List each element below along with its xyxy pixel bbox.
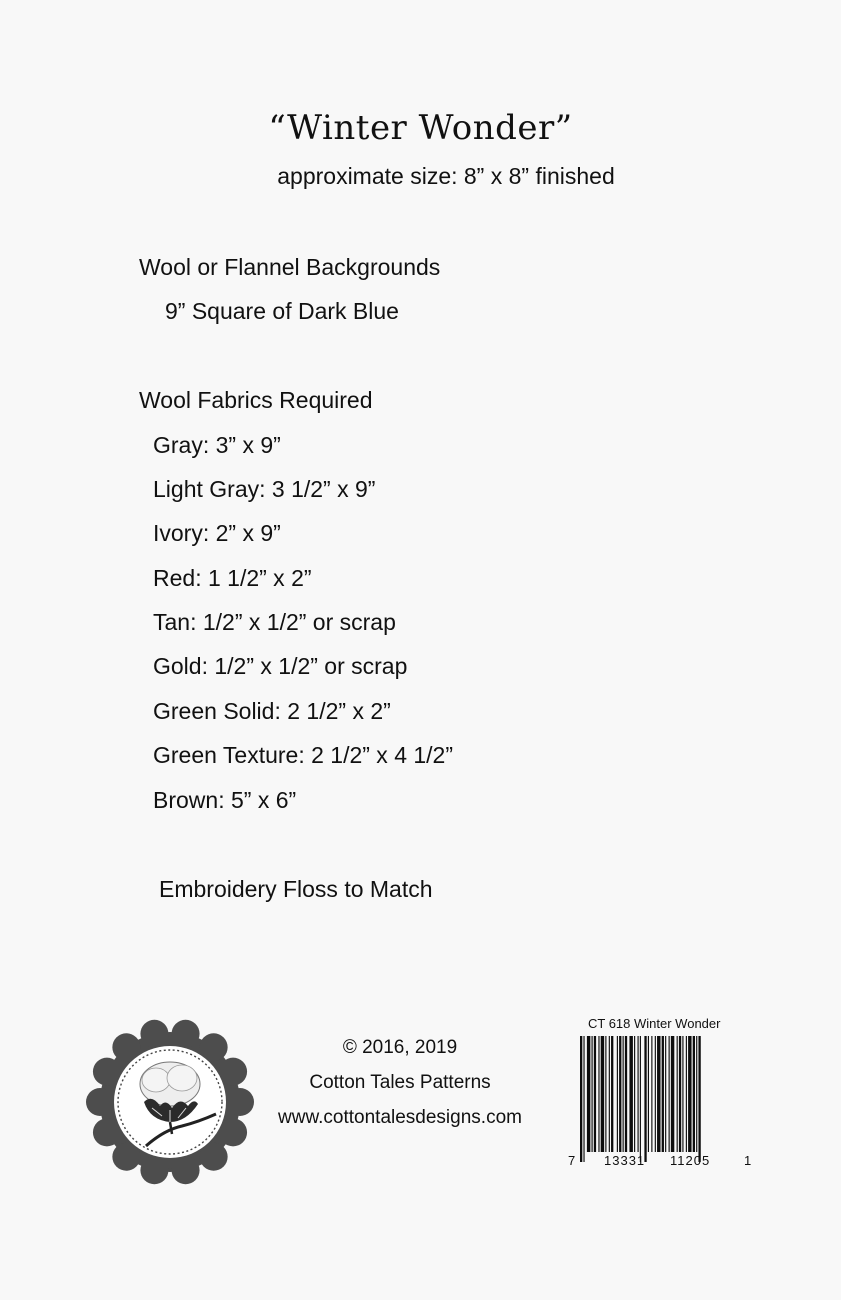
background-item: 9” Square of Dark Blue xyxy=(165,298,399,324)
fabric-item: Light Gray: 3 1/2” x 9” xyxy=(153,476,376,502)
barcode-digit-left: 7 xyxy=(568,1153,576,1168)
cotton-boll-icon xyxy=(86,1018,254,1186)
website-link[interactable]: www.cottontalesdesigns.com xyxy=(278,1107,522,1128)
fabrics-heading: Wool Fabrics Required xyxy=(139,387,373,413)
barcode xyxy=(566,1036,752,1172)
fabric-item: Green Solid: 2 1/2” x 2” xyxy=(153,698,391,724)
fabric-item: Tan: 1/2” x 1/2” or scrap xyxy=(153,609,396,635)
fabric-item: Gray: 3” x 9” xyxy=(153,432,281,458)
backgrounds-heading: Wool or Flannel Backgrounds xyxy=(139,254,441,280)
pattern-size: approximate size: 8” x 8” finished xyxy=(277,163,615,189)
copyright: © 2016, 2019 xyxy=(342,1037,458,1058)
pattern-title: “Winter Wonder” xyxy=(268,108,573,148)
barcode-group-1: 13331 xyxy=(604,1153,646,1168)
company-name: Cotton Tales Patterns xyxy=(309,1072,491,1093)
floss-note: Embroidery Floss to Match xyxy=(159,876,433,902)
fabric-item: Green Texture: 2 1/2” x 4 1/2” xyxy=(153,742,454,768)
barcode-label: CT 618 Winter Wonder xyxy=(588,1016,721,1031)
fabric-item: Ivory: 2” x 9” xyxy=(153,520,281,546)
fabric-item: Red: 1 1/2” x 2” xyxy=(153,565,312,591)
barcode-digit-right: 1 xyxy=(744,1153,752,1168)
fabric-item: Brown: 5” x 6” xyxy=(153,787,297,813)
fabric-item: Gold: 1/2” x 1/2” or scrap xyxy=(153,653,408,679)
barcode-group-2: 11205 xyxy=(670,1153,711,1168)
